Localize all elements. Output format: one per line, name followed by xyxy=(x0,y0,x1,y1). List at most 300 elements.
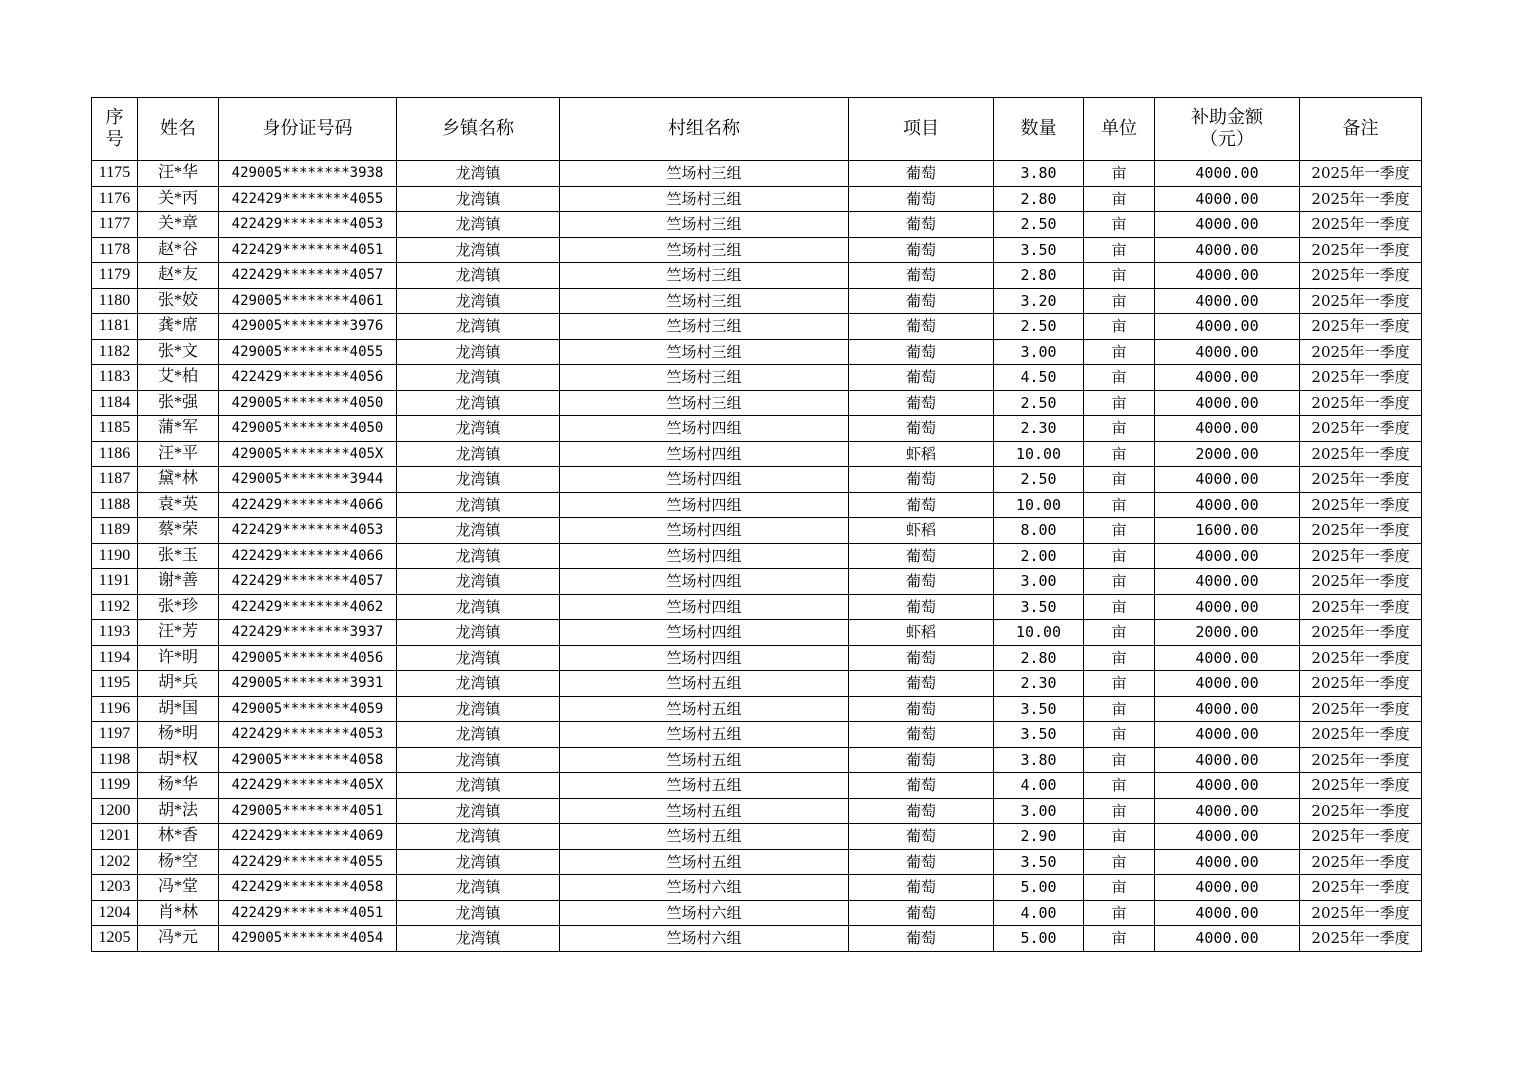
cell-unit: 亩 xyxy=(1084,186,1155,212)
cell-town: 龙湾镇 xyxy=(397,518,560,544)
cell-village: 竺场村六组 xyxy=(560,926,849,952)
cell-index: 1202 xyxy=(92,849,138,875)
cell-town: 龙湾镇 xyxy=(397,263,560,289)
cell-name: 赵*谷 xyxy=(138,237,219,263)
cell-quantity: 3.50 xyxy=(994,696,1084,722)
cell-amount: 4000.00 xyxy=(1155,339,1300,365)
cell-project: 虾稻 xyxy=(849,518,994,544)
cell-project: 葡萄 xyxy=(849,237,994,263)
header-remark: 备注 xyxy=(1300,98,1422,161)
cell-unit: 亩 xyxy=(1084,722,1155,748)
cell-amount: 4000.00 xyxy=(1155,798,1300,824)
cell-remark: 2025年一季度 xyxy=(1300,390,1422,416)
cell-id-number: 429005********405X xyxy=(219,441,397,467)
cell-village: 竺场村三组 xyxy=(560,186,849,212)
cell-amount: 2000.00 xyxy=(1155,620,1300,646)
cell-unit: 亩 xyxy=(1084,824,1155,850)
cell-name: 汪*华 xyxy=(138,161,219,187)
cell-town: 龙湾镇 xyxy=(397,773,560,799)
cell-quantity: 10.00 xyxy=(994,441,1084,467)
cell-project: 葡萄 xyxy=(849,263,994,289)
cell-remark: 2025年一季度 xyxy=(1300,696,1422,722)
cell-project: 葡萄 xyxy=(849,467,994,493)
cell-remark: 2025年一季度 xyxy=(1300,467,1422,493)
header-index-line2: 号 xyxy=(105,129,124,150)
cell-id-number: 422429********4053 xyxy=(219,722,397,748)
table-row xyxy=(92,875,1422,901)
cell-name: 袁*英 xyxy=(138,492,219,518)
cell-project: 葡萄 xyxy=(849,212,994,238)
cell-quantity: 10.00 xyxy=(994,492,1084,518)
cell-quantity: 3.20 xyxy=(994,288,1084,314)
table-row xyxy=(92,186,1422,212)
cell-remark: 2025年一季度 xyxy=(1300,314,1422,340)
cell-amount: 2000.00 xyxy=(1155,441,1300,467)
table-row xyxy=(92,161,1422,187)
cell-town: 龙湾镇 xyxy=(397,824,560,850)
table-row xyxy=(92,722,1422,748)
table-row xyxy=(92,569,1422,595)
table-row xyxy=(92,798,1422,824)
cell-amount: 4000.00 xyxy=(1155,237,1300,263)
cell-remark: 2025年一季度 xyxy=(1300,798,1422,824)
cell-village: 竺场村四组 xyxy=(560,543,849,569)
cell-id-number: 429005********3976 xyxy=(219,314,397,340)
cell-index: 1184 xyxy=(92,390,138,416)
cell-town: 龙湾镇 xyxy=(397,645,560,671)
cell-town: 龙湾镇 xyxy=(397,441,560,467)
cell-town: 龙湾镇 xyxy=(397,671,560,697)
cell-index: 1203 xyxy=(92,875,138,901)
cell-project: 葡萄 xyxy=(849,645,994,671)
table-body xyxy=(92,161,1422,952)
cell-name: 蒲*军 xyxy=(138,416,219,442)
cell-project: 葡萄 xyxy=(849,390,994,416)
cell-amount: 4000.00 xyxy=(1155,467,1300,493)
cell-index: 1197 xyxy=(92,722,138,748)
cell-index: 1179 xyxy=(92,263,138,289)
table-row xyxy=(92,263,1422,289)
cell-town: 龙湾镇 xyxy=(397,339,560,365)
cell-index: 1191 xyxy=(92,569,138,595)
cell-id-number: 422429********4062 xyxy=(219,594,397,620)
cell-town: 龙湾镇 xyxy=(397,849,560,875)
cell-unit: 亩 xyxy=(1084,365,1155,391)
cell-remark: 2025年一季度 xyxy=(1300,594,1422,620)
cell-unit: 亩 xyxy=(1084,849,1155,875)
cell-town: 龙湾镇 xyxy=(397,186,560,212)
cell-town: 龙湾镇 xyxy=(397,620,560,646)
table-row xyxy=(92,467,1422,493)
header-amount-line1: 补助金额 xyxy=(1191,107,1263,128)
cell-village: 竺场村六组 xyxy=(560,900,849,926)
cell-index: 1188 xyxy=(92,492,138,518)
cell-quantity: 3.50 xyxy=(994,849,1084,875)
cell-town: 龙湾镇 xyxy=(397,900,560,926)
cell-name: 胡*法 xyxy=(138,798,219,824)
cell-project: 葡萄 xyxy=(849,926,994,952)
cell-remark: 2025年一季度 xyxy=(1300,339,1422,365)
cell-name: 关*章 xyxy=(138,212,219,238)
cell-index: 1204 xyxy=(92,900,138,926)
cell-remark: 2025年一季度 xyxy=(1300,416,1422,442)
cell-id-number: 429005********4055 xyxy=(219,339,397,365)
cell-amount: 4000.00 xyxy=(1155,186,1300,212)
cell-village: 竺场村四组 xyxy=(560,518,849,544)
table-row xyxy=(92,492,1422,518)
cell-town: 龙湾镇 xyxy=(397,492,560,518)
table-row xyxy=(92,671,1422,697)
cell-amount: 4000.00 xyxy=(1155,747,1300,773)
cell-village: 竺场村五组 xyxy=(560,696,849,722)
cell-id-number: 429005********3938 xyxy=(219,161,397,187)
cell-name: 张*文 xyxy=(138,339,219,365)
cell-town: 龙湾镇 xyxy=(397,416,560,442)
cell-village: 竺场村四组 xyxy=(560,467,849,493)
cell-remark: 2025年一季度 xyxy=(1300,824,1422,850)
cell-village: 竺场村四组 xyxy=(560,416,849,442)
cell-quantity: 2.50 xyxy=(994,467,1084,493)
cell-amount: 4000.00 xyxy=(1155,875,1300,901)
cell-amount: 4000.00 xyxy=(1155,824,1300,850)
cell-unit: 亩 xyxy=(1084,900,1155,926)
cell-name: 张*姣 xyxy=(138,288,219,314)
table-row xyxy=(92,747,1422,773)
cell-remark: 2025年一季度 xyxy=(1300,237,1422,263)
cell-index: 1199 xyxy=(92,773,138,799)
cell-name: 杨*华 xyxy=(138,773,219,799)
cell-unit: 亩 xyxy=(1084,161,1155,187)
cell-village: 竺场村三组 xyxy=(560,365,849,391)
table-row xyxy=(92,773,1422,799)
table-row xyxy=(92,339,1422,365)
cell-id-number: 429005********4059 xyxy=(219,696,397,722)
cell-town: 龙湾镇 xyxy=(397,237,560,263)
cell-quantity: 3.00 xyxy=(994,798,1084,824)
cell-amount: 4000.00 xyxy=(1155,671,1300,697)
cell-amount: 4000.00 xyxy=(1155,314,1300,340)
cell-project: 葡萄 xyxy=(849,900,994,926)
table-row xyxy=(92,314,1422,340)
cell-quantity: 2.30 xyxy=(994,671,1084,697)
cell-id-number: 422429********4058 xyxy=(219,875,397,901)
cell-index: 1201 xyxy=(92,824,138,850)
cell-town: 龙湾镇 xyxy=(397,467,560,493)
cell-unit: 亩 xyxy=(1084,569,1155,595)
cell-amount: 4000.00 xyxy=(1155,212,1300,238)
table-row xyxy=(92,824,1422,850)
header-id-number: 身份证号码 xyxy=(219,98,397,161)
cell-village: 竺场村四组 xyxy=(560,620,849,646)
cell-name: 冯*堂 xyxy=(138,875,219,901)
cell-name: 艾*柏 xyxy=(138,365,219,391)
cell-name: 胡*兵 xyxy=(138,671,219,697)
subsidy-table xyxy=(91,97,1422,952)
cell-project: 虾稻 xyxy=(849,620,994,646)
cell-project: 葡萄 xyxy=(849,824,994,850)
cell-unit: 亩 xyxy=(1084,696,1155,722)
cell-amount: 4000.00 xyxy=(1155,416,1300,442)
cell-amount: 4000.00 xyxy=(1155,492,1300,518)
header-project: 项目 xyxy=(849,98,994,161)
cell-index: 1189 xyxy=(92,518,138,544)
table-row xyxy=(92,926,1422,952)
cell-town: 龙湾镇 xyxy=(397,722,560,748)
cell-town: 龙湾镇 xyxy=(397,926,560,952)
cell-quantity: 2.80 xyxy=(994,186,1084,212)
cell-project: 葡萄 xyxy=(849,773,994,799)
cell-index: 1181 xyxy=(92,314,138,340)
cell-project: 葡萄 xyxy=(849,875,994,901)
cell-index: 1195 xyxy=(92,671,138,697)
table-row xyxy=(92,620,1422,646)
cell-remark: 2025年一季度 xyxy=(1300,569,1422,595)
table-row xyxy=(92,212,1422,238)
table-row xyxy=(92,645,1422,671)
cell-id-number: 422429********405X xyxy=(219,773,397,799)
cell-quantity: 2.90 xyxy=(994,824,1084,850)
cell-village: 竺场村四组 xyxy=(560,441,849,467)
cell-id-number: 422429********4055 xyxy=(219,186,397,212)
cell-quantity: 2.50 xyxy=(994,212,1084,238)
cell-project: 葡萄 xyxy=(849,849,994,875)
cell-id-number: 429005********4056 xyxy=(219,645,397,671)
cell-project: 葡萄 xyxy=(849,798,994,824)
cell-unit: 亩 xyxy=(1084,798,1155,824)
cell-name: 龚*席 xyxy=(138,314,219,340)
cell-amount: 4000.00 xyxy=(1155,696,1300,722)
cell-index: 1194 xyxy=(92,645,138,671)
cell-id-number: 429005********4051 xyxy=(219,798,397,824)
cell-quantity: 10.00 xyxy=(994,620,1084,646)
cell-id-number: 422429********4069 xyxy=(219,824,397,850)
cell-village: 竺场村三组 xyxy=(560,314,849,340)
cell-id-number: 422429********4057 xyxy=(219,263,397,289)
cell-id-number: 429005********4058 xyxy=(219,747,397,773)
cell-quantity: 3.00 xyxy=(994,569,1084,595)
cell-remark: 2025年一季度 xyxy=(1300,900,1422,926)
table-row xyxy=(92,237,1422,263)
cell-amount: 4000.00 xyxy=(1155,365,1300,391)
cell-unit: 亩 xyxy=(1084,263,1155,289)
cell-town: 龙湾镇 xyxy=(397,875,560,901)
cell-project: 葡萄 xyxy=(849,722,994,748)
cell-amount: 4000.00 xyxy=(1155,543,1300,569)
cell-remark: 2025年一季度 xyxy=(1300,288,1422,314)
cell-village: 竺场村五组 xyxy=(560,849,849,875)
cell-village: 竺场村三组 xyxy=(560,161,849,187)
cell-village: 竺场村三组 xyxy=(560,237,849,263)
cell-unit: 亩 xyxy=(1084,339,1155,365)
cell-id-number: 429005********4050 xyxy=(219,390,397,416)
cell-town: 龙湾镇 xyxy=(397,288,560,314)
cell-id-number: 422429********4055 xyxy=(219,849,397,875)
header-amount-line2: （元） xyxy=(1200,129,1254,150)
cell-index: 1178 xyxy=(92,237,138,263)
cell-project: 葡萄 xyxy=(849,569,994,595)
cell-unit: 亩 xyxy=(1084,747,1155,773)
cell-quantity: 3.50 xyxy=(994,722,1084,748)
cell-remark: 2025年一季度 xyxy=(1300,747,1422,773)
cell-town: 龙湾镇 xyxy=(397,747,560,773)
cell-amount: 4000.00 xyxy=(1155,773,1300,799)
table-row xyxy=(92,900,1422,926)
cell-village: 竺场村五组 xyxy=(560,722,849,748)
cell-quantity: 2.30 xyxy=(994,416,1084,442)
cell-village: 竺场村三组 xyxy=(560,288,849,314)
cell-index: 1182 xyxy=(92,339,138,365)
header-town: 乡镇名称 xyxy=(397,98,560,161)
cell-quantity: 2.80 xyxy=(994,263,1084,289)
cell-project: 葡萄 xyxy=(849,365,994,391)
cell-amount: 1600.00 xyxy=(1155,518,1300,544)
cell-remark: 2025年一季度 xyxy=(1300,161,1422,187)
cell-name: 胡*国 xyxy=(138,696,219,722)
cell-amount: 4000.00 xyxy=(1155,594,1300,620)
cell-unit: 亩 xyxy=(1084,212,1155,238)
cell-village: 竺场村五组 xyxy=(560,773,849,799)
cell-name: 杨*明 xyxy=(138,722,219,748)
cell-id-number: 429005********3931 xyxy=(219,671,397,697)
cell-quantity: 2.00 xyxy=(994,543,1084,569)
cell-unit: 亩 xyxy=(1084,237,1155,263)
header-quantity: 数量 xyxy=(994,98,1084,161)
cell-village: 竺场村四组 xyxy=(560,594,849,620)
cell-amount: 4000.00 xyxy=(1155,288,1300,314)
cell-name: 张*强 xyxy=(138,390,219,416)
header-unit: 单位 xyxy=(1084,98,1155,161)
cell-name: 胡*权 xyxy=(138,747,219,773)
cell-remark: 2025年一季度 xyxy=(1300,492,1422,518)
cell-name: 谢*善 xyxy=(138,569,219,595)
table-row xyxy=(92,390,1422,416)
cell-project: 葡萄 xyxy=(849,186,994,212)
cell-unit: 亩 xyxy=(1084,773,1155,799)
cell-unit: 亩 xyxy=(1084,594,1155,620)
cell-remark: 2025年一季度 xyxy=(1300,773,1422,799)
cell-name: 黛*林 xyxy=(138,467,219,493)
cell-amount: 4000.00 xyxy=(1155,161,1300,187)
table-row xyxy=(92,416,1422,442)
cell-quantity: 3.80 xyxy=(994,161,1084,187)
cell-quantity: 3.80 xyxy=(994,747,1084,773)
cell-quantity: 2.50 xyxy=(994,314,1084,340)
cell-id-number: 422429********4066 xyxy=(219,492,397,518)
cell-id-number: 429005********4054 xyxy=(219,926,397,952)
cell-quantity: 2.80 xyxy=(994,645,1084,671)
cell-remark: 2025年一季度 xyxy=(1300,518,1422,544)
cell-project: 葡萄 xyxy=(849,594,994,620)
cell-name: 杨*空 xyxy=(138,849,219,875)
cell-village: 竺场村五组 xyxy=(560,798,849,824)
cell-project: 葡萄 xyxy=(849,747,994,773)
cell-index: 1180 xyxy=(92,288,138,314)
cell-remark: 2025年一季度 xyxy=(1300,875,1422,901)
cell-unit: 亩 xyxy=(1084,441,1155,467)
header-row xyxy=(92,98,1422,161)
cell-unit: 亩 xyxy=(1084,467,1155,493)
table-row xyxy=(92,543,1422,569)
cell-quantity: 3.00 xyxy=(994,339,1084,365)
cell-unit: 亩 xyxy=(1084,288,1155,314)
cell-index: 1205 xyxy=(92,926,138,952)
table-row xyxy=(92,594,1422,620)
cell-remark: 2025年一季度 xyxy=(1300,620,1422,646)
table-header xyxy=(92,98,1422,161)
cell-town: 龙湾镇 xyxy=(397,594,560,620)
cell-id-number: 422429********4051 xyxy=(219,237,397,263)
cell-name: 冯*元 xyxy=(138,926,219,952)
cell-quantity: 3.50 xyxy=(994,237,1084,263)
header-amount xyxy=(1155,98,1300,161)
cell-index: 1196 xyxy=(92,696,138,722)
cell-project: 葡萄 xyxy=(849,696,994,722)
cell-remark: 2025年一季度 xyxy=(1300,212,1422,238)
cell-project: 葡萄 xyxy=(849,543,994,569)
cell-remark: 2025年一季度 xyxy=(1300,186,1422,212)
cell-project: 虾稻 xyxy=(849,441,994,467)
cell-amount: 4000.00 xyxy=(1155,569,1300,595)
cell-amount: 4000.00 xyxy=(1155,926,1300,952)
cell-amount: 4000.00 xyxy=(1155,900,1300,926)
table-row xyxy=(92,696,1422,722)
cell-index: 1186 xyxy=(92,441,138,467)
cell-index: 1190 xyxy=(92,543,138,569)
cell-town: 龙湾镇 xyxy=(397,696,560,722)
cell-town: 龙湾镇 xyxy=(397,798,560,824)
cell-quantity: 4.50 xyxy=(994,365,1084,391)
cell-index: 1176 xyxy=(92,186,138,212)
cell-project: 葡萄 xyxy=(849,288,994,314)
cell-village: 竺场村三组 xyxy=(560,263,849,289)
cell-unit: 亩 xyxy=(1084,390,1155,416)
cell-id-number: 429005********4061 xyxy=(219,288,397,314)
cell-project: 葡萄 xyxy=(849,671,994,697)
cell-amount: 4000.00 xyxy=(1155,849,1300,875)
header-name: 姓名 xyxy=(138,98,219,161)
cell-unit: 亩 xyxy=(1084,875,1155,901)
cell-village: 竺场村四组 xyxy=(560,569,849,595)
table-row xyxy=(92,365,1422,391)
cell-town: 龙湾镇 xyxy=(397,543,560,569)
cell-amount: 4000.00 xyxy=(1155,263,1300,289)
cell-id-number: 422429********4053 xyxy=(219,518,397,544)
cell-amount: 4000.00 xyxy=(1155,645,1300,671)
cell-unit: 亩 xyxy=(1084,518,1155,544)
header-village: 村组名称 xyxy=(560,98,849,161)
cell-id-number: 429005********3944 xyxy=(219,467,397,493)
cell-project: 葡萄 xyxy=(849,492,994,518)
cell-town: 龙湾镇 xyxy=(397,365,560,391)
cell-name: 林*香 xyxy=(138,824,219,850)
cell-id-number: 422429********4056 xyxy=(219,365,397,391)
cell-project: 葡萄 xyxy=(849,314,994,340)
cell-index: 1198 xyxy=(92,747,138,773)
cell-quantity: 3.50 xyxy=(994,594,1084,620)
cell-village: 竺场村三组 xyxy=(560,390,849,416)
cell-index: 1193 xyxy=(92,620,138,646)
cell-id-number: 422429********4051 xyxy=(219,900,397,926)
cell-remark: 2025年一季度 xyxy=(1300,645,1422,671)
table-row xyxy=(92,518,1422,544)
cell-quantity: 4.00 xyxy=(994,900,1084,926)
cell-id-number: 422429********4066 xyxy=(219,543,397,569)
cell-id-number: 422429********4053 xyxy=(219,212,397,238)
cell-id-number: 422429********4057 xyxy=(219,569,397,595)
cell-village: 竺场村三组 xyxy=(560,212,849,238)
cell-index: 1175 xyxy=(92,161,138,187)
cell-town: 龙湾镇 xyxy=(397,569,560,595)
